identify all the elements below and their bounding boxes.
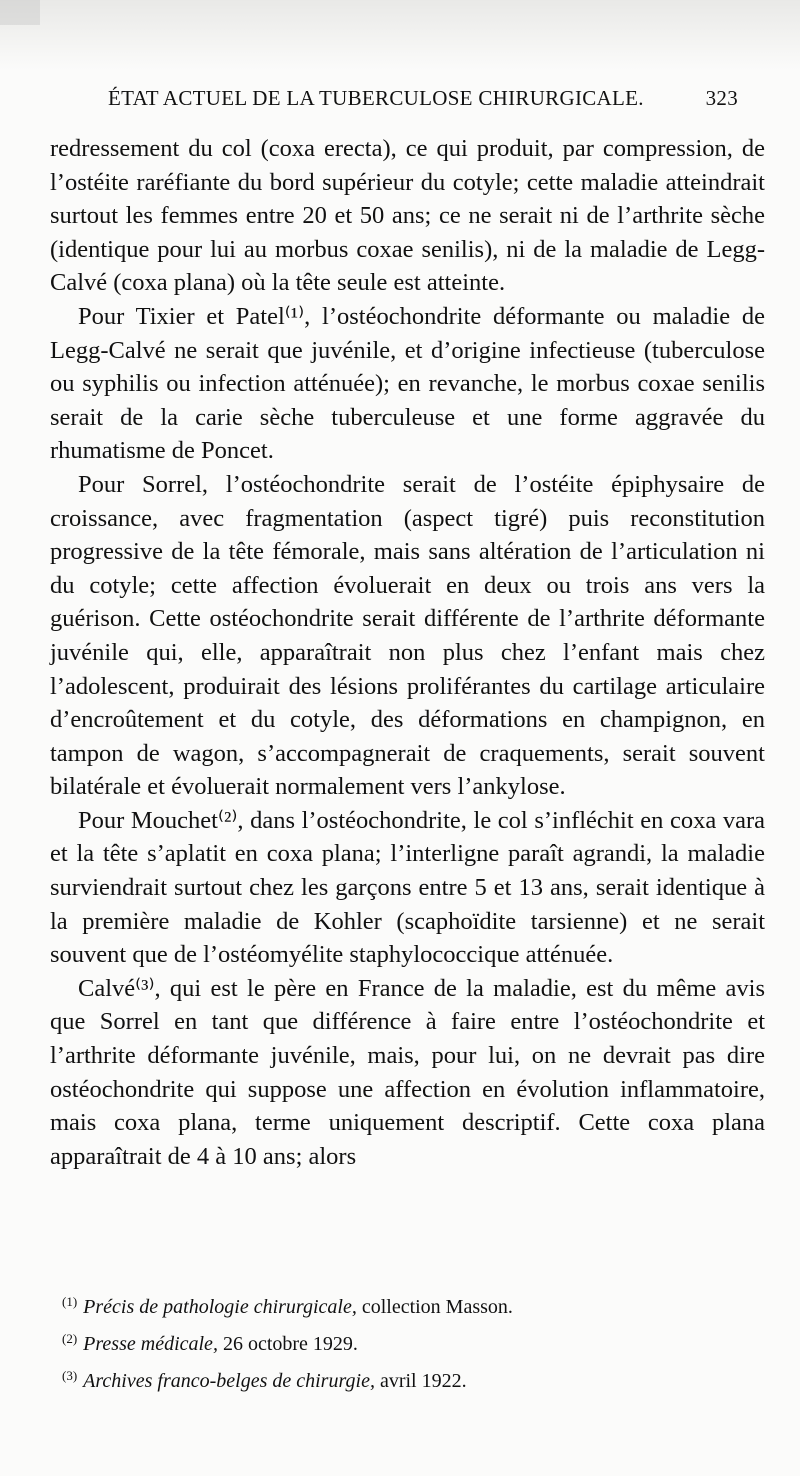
footnote-title: Archives franco-belges de chirurgie, — [83, 1370, 375, 1392]
scan-corner-mark — [0, 0, 40, 25]
running-title: ÉTAT ACTUEL DE LA TUBERCULOSE CHIRURGICALE. — [108, 86, 644, 110]
footnote-title: Précis de pathologie chirurgicale, — [83, 1296, 357, 1318]
footnote-text: avril 1922. — [374, 1370, 467, 1392]
footnote-text: 26 octobre 1929. — [217, 1333, 358, 1355]
footnote-mark: (2) — [62, 1331, 78, 1346]
footnote-3 — [62, 1360, 762, 1397]
paragraph-1: redressement du col (coxa erecta), ce qui produit, par compression, de l’ostéite raréfiante du bord supérieur du cotyle; cette maladie atteindrait surtout les femmes entre 20 et 50 ans; ce ne serait ni de l’arthrite sèche (identique pour lui au morbus coxae senilis), ni de la maladie de Legg-Calvé (coxa plana) où la tête seule est atteinte. — [50, 135, 765, 297]
paragraph-5: Calvé⁽³⁾, qui est le père en France de la maladie, est du même avis que Sorrel en tant que différence à faire entre l’ostéochondrite et l’arthrite déformante juvénile, mais, pour lui, on ne devrait pas dire ostéochondrite qui suppose une affection en évolution inflammatoire, mais coxa plana, terme uniquement descriptif. Cette coxa plana apparaîtrait de 4 à 10 ans; alors — [50, 974, 765, 1170]
footnotes — [62, 1286, 762, 1397]
paragraph-4: Pour Mouchet⁽²⁾, dans l’ostéochondrite, le col s’infléchit en coxa vara et la tête s’aplatit en coxa plana; l’interligne paraît agrandi, la maladie surviendrait surtout chez les garçons entre 5 et 13 ans, serait identique à la première maladie de Kohler (scaphoïdite tarsienne) et ne serait souvent que de l’ostéomyélite staphylococcique atténuée. — [50, 806, 765, 969]
page-number: 323 — [705, 86, 738, 110]
footnote-mark: (3) — [62, 1368, 78, 1383]
footnote-title: Presse médicale, — [83, 1333, 218, 1355]
footnote-mark: (1) — [62, 1294, 78, 1309]
footnote-text: collection Masson. — [356, 1296, 513, 1318]
running-header — [108, 86, 738, 111]
footnote-2 — [62, 1323, 762, 1360]
paragraph-2: Pour Tixier et Patel⁽¹⁾, l’ostéochondrite déformante ou maladie de Legg-Calvé ne serait que juvénile, et d’origine infectieuse (tuberculose ou syphilis ou infection atténuée); en revanche, le morbus coxae senilis serait de la carie sèche tuberculeuse et une forme aggravée du rhumatisme de Poncet. — [50, 302, 765, 465]
paragraph-3: Pour Sorrel, l’ostéochondrite serait de l’ostéite épiphysaire de croissance, avec fragmentation (aspect tigré) puis reconstitution progressive de la tête fémorale, mais sans altération de l’articulation ni du cotyle; cette affection évoluerait en deux ou trois ans vers la guérison. Cette ostéochondrite serait différente de l’arthrite déformante juvénile qui, elle, apparaîtrait non plus chez l’enfant mais chez l’adolescent, produirait des lésions proliférantes du cartilage articulaire d’encroûtement et du cotyle, des déformations en champignon, en tampon de wagon, s’accompagnerait de craquements, serait souvent bilatérale et évoluerait normalement vers l’ankylose. — [50, 470, 765, 801]
footnote-1 — [62, 1286, 762, 1323]
body-text — [50, 132, 765, 1173]
scan-shadow — [0, 0, 800, 70]
